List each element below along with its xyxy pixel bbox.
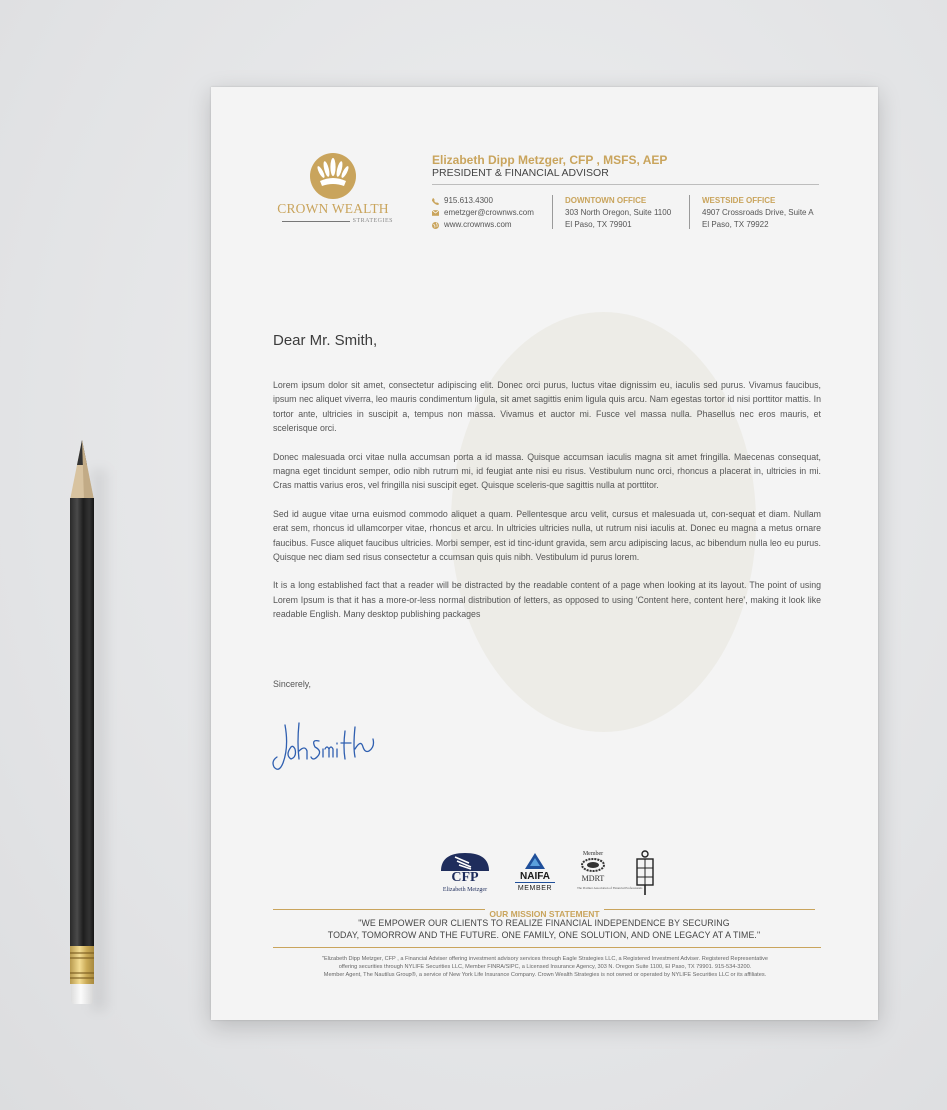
mission-statement: "WE EMPOWER OUR CLIENTS TO REALIZE FINANCIAL INDEPENDENCE BY SECURING TODAY, TOMORROW AND THE FUTURE. ONE FAMILY, ONE SOLUTION, AND ONE LEGACY AT A TIME." — [327, 918, 761, 940]
email-icon — [432, 210, 439, 216]
cfp-mark: CFP — [451, 870, 479, 885]
westside-office: WESTSIDE OFFICE 4907 Crossroads Drive, Suite A El Paso, TX 79922 — [702, 196, 814, 229]
key-emblem-logo — [632, 849, 658, 902]
paragraph: It is a long established fact that a reader will be distracted by the readable content of a page when looking at its layout. The point of using Lorem Ipsum is that it has a more-or-less normal distribution of letters, as opposed to using 'Content here, content here', making it look like readable English. Many desktop publishing packages — [273, 580, 821, 620]
contact-website: www.crownws.com — [432, 219, 534, 231]
person-title: PRESIDENT & FINANCIAL ADVISOR — [432, 167, 609, 179]
naifa-logo — [509, 849, 561, 900]
pencil-tip — [70, 440, 94, 500]
cfp-logo — [435, 849, 497, 900]
office-divider — [552, 195, 553, 229]
header-divider — [432, 184, 819, 185]
footer-divider — [273, 947, 821, 948]
company-logo — [273, 153, 393, 233]
pencil-body — [70, 498, 94, 946]
handwritten-signature — [271, 717, 391, 777]
office-divider — [689, 195, 690, 229]
person-name: Elizabeth Dipp Metzger, CFP , MSFS, AEP — [432, 153, 668, 167]
mdrt-logo — [575, 849, 643, 902]
key-emblem-icon — [632, 849, 658, 897]
globe-icon — [432, 222, 439, 229]
letterhead-paper — [211, 87, 878, 1020]
naifa-mark: NAIFA — [520, 871, 550, 882]
contact-block — [432, 195, 534, 231]
pencil-eraser — [71, 984, 93, 1004]
paragraph: Lorem ipsum dolor sit amet, consectetur adipiscing elit. Donec orci purus, luctus vitae dignissim eu, iaculis sed purus. Vivamus faucibus, ipsum nec aliquet viverra, leo mauris condimentum ligula, sit amet sagittis enim ligula quis arcu. Nam egestas tortor id nisi porttitor mattis. In tortor ante, ultricies in suscipit a, tempus non massa. Vivamus et auctor mi. Fusce vel massa nulla. Phasellus nec eros mauris, et scelerisque orci. — [273, 380, 821, 434]
phone-icon — [432, 198, 439, 205]
naifa-caption: MEMBER — [517, 885, 553, 892]
paragraph: Sed id augue vitae urna euismod commodo aliquet a quam. Pellentesque arcu velit, cursus et malesuada ut, con-sequat et diam. Nullam erat sem, rhoncus id ullamcorper vitae, rhoncus et arcu. In ultricies ultricies nulla, ut rutrum nisi iaculis at. Donec eu magna a metus ornare faucibus. Fusce aliquet faucibus ultricies. Morbi semper, est id tinc-idunt gravida, sem arcu adipiscing lacus, ac bibendum nulla leo eu purus. Quisque nec diam sed risus consectetur a ccumsan quis quis nibh. Vestibulum id purus lorem. — [273, 508, 821, 563]
company-subtitle: STRATEGIES — [273, 218, 393, 224]
salutation: Dear Mr. Smith, — [273, 332, 378, 349]
paragraph: Donec malesuada orci vitae nulla accumsan porta a id massa. Quisque accumsan iaculis magna sit amet fringilla. Maecenas consequat, magna eget tincidunt semper, odio nibh rutrum mi, id feugiat ante nisi eu risus. Vestibulum nunc orci, rhoncus a placerat in, ultricies in mi. Cras mattis varius eros, vel fringilla nisi suscipit eget. Quisque sceleris-que sagittis nulla at porttitor. — [273, 451, 821, 491]
pencil-ferrule — [70, 946, 94, 984]
downtown-office: DOWNTOWN OFFICE 303 North Oregon, Suite 1100 El Paso, TX 79901 — [565, 196, 672, 229]
mdrt-mark: MDRT — [581, 874, 605, 883]
pencil — [70, 440, 94, 1006]
pencil-shadow — [92, 470, 106, 1010]
closing: Sincerely, — [273, 679, 311, 689]
mdrt-caption: The Premier Association of Financial Professionals — [577, 886, 643, 890]
contact-email: emetzger@crownws.com — [432, 207, 534, 219]
disclaimer: "Elizabeth Dipp Metzger, CFP , a Financial Adviser offering investment advisory services through Eagle Strategies LLC, a Registered Investment Adviser. Registered Representative offering securities through NYLIFE Securities LLC, Member FINRA/SIPC, a Licensed Insurance Agency, 303 N. Oregon Suite 1100, El Paso, TX 79901. 915-534-3200. Member Agent, The Nautilus Group®, a service of New York Life Insurance Company. Crown Wealth Strategies is not owned or operated by NYLIFE Securities LLC or its affiliates. — [321, 956, 769, 979]
mdrt-top: Member — [582, 851, 604, 857]
crown-emblem-icon — [310, 153, 356, 199]
cfp-caption: Elizabeth Metzger — [442, 887, 488, 893]
contact-phone: 915.613.4300 — [432, 195, 534, 207]
company-name: CROWN WEALTH — [277, 201, 389, 216]
mission-title: OUR MISSION STATEMENT — [211, 904, 878, 922]
letter-body — [273, 378, 821, 636]
